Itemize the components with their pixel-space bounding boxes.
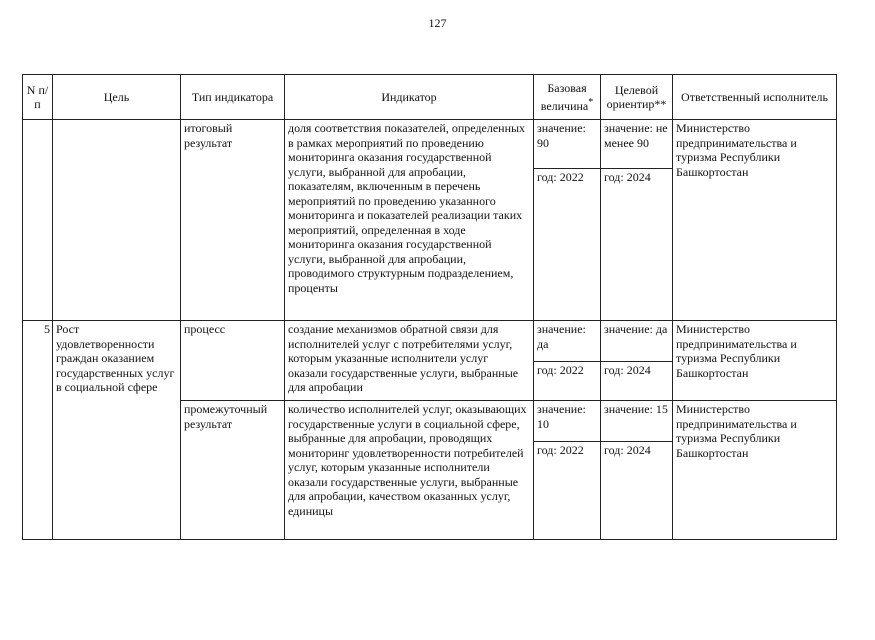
cell-type: промежуточный результат [181,401,285,540]
indicator-table [22,74,837,540]
header-base [534,75,601,120]
cell-indicator: количество исполнителей услуг, оказывающих государственные услуги в социальной сфере, выбранные для апробации, проводящих мониторинг удовлетворенности потребителей услуг, которым указанные исполнители оказали государственные услуги, выбранные для апробации, качеством оказанных услуг, единицы [285,401,534,540]
indicator-table-wrapper [22,74,836,540]
cell-target-year: год: 2024 [601,362,673,401]
page-number: 127 [428,16,447,30]
cell-target-value: значение: 15 [601,401,673,442]
cell-type: процесс [181,321,285,401]
cell-base-year: год: 2022 [534,442,601,540]
cell-responsible: Министерство предпринимательства и туризма Республики Башкортостан [673,120,837,321]
table-row [23,321,837,362]
cell-responsible: Министерство предпринимательства и туризма Республики Башкортостан [673,401,837,540]
header-base-label: Базовая величина [540,81,589,113]
cell-base-year: год: 2022 [534,169,601,321]
cell-base-value: значение: 90 [534,120,601,169]
header-target: Целевой ориентир** [601,75,673,120]
cell-indicator: доля соответствия показателей, определенных в рамках мероприятий по проведению мониторинга оказания государственной услуги, выбранной для апробации, показателям, включенным в перечень мероприятий по проведению указанного мониторинга и показателей реализации таких мероприятий, определенная в ходе мониторинга оказания государственной услуги, выбранной для апробации, проводимого структурным подразделением, проценты [285,120,534,321]
cell-base-value: значение: 10 [534,401,601,442]
cell-type: итоговый результат [181,120,285,321]
header-indicator: Индикатор [285,75,534,120]
cell-target-value: значение: не менее 90 [601,120,673,169]
cell-num [23,120,53,321]
table-row [23,120,837,169]
header-row [23,75,837,120]
cell-target-year: год: 2024 [601,442,673,540]
header-num: N п/п [23,75,53,120]
header-type: Тип индикатора [181,75,285,120]
header-responsible: Ответственный исполнитель [673,75,837,120]
cell-goal [53,120,181,321]
cell-num: 5 [23,321,53,540]
header-base-mark: * [588,96,594,108]
cell-target-value: значение: да [601,321,673,362]
cell-responsible: Министерство предпринимательства и туризма Республики Башкортостан [673,321,837,401]
cell-goal: Рост удовлетворенности граждан оказанием государственных услуг в социальной сфере [53,321,181,540]
cell-target-year: год: 2024 [601,169,673,321]
cell-base-value: значение: да [534,321,601,362]
header-goal: Цель [53,75,181,120]
cell-indicator: создание механизмов обратной связи для исполнителей услуг с потребителями услуг, которым указанные исполнители услуг оказали государственные услуги, выбранные для апробации [285,321,534,401]
cell-base-year: год: 2022 [534,362,601,401]
